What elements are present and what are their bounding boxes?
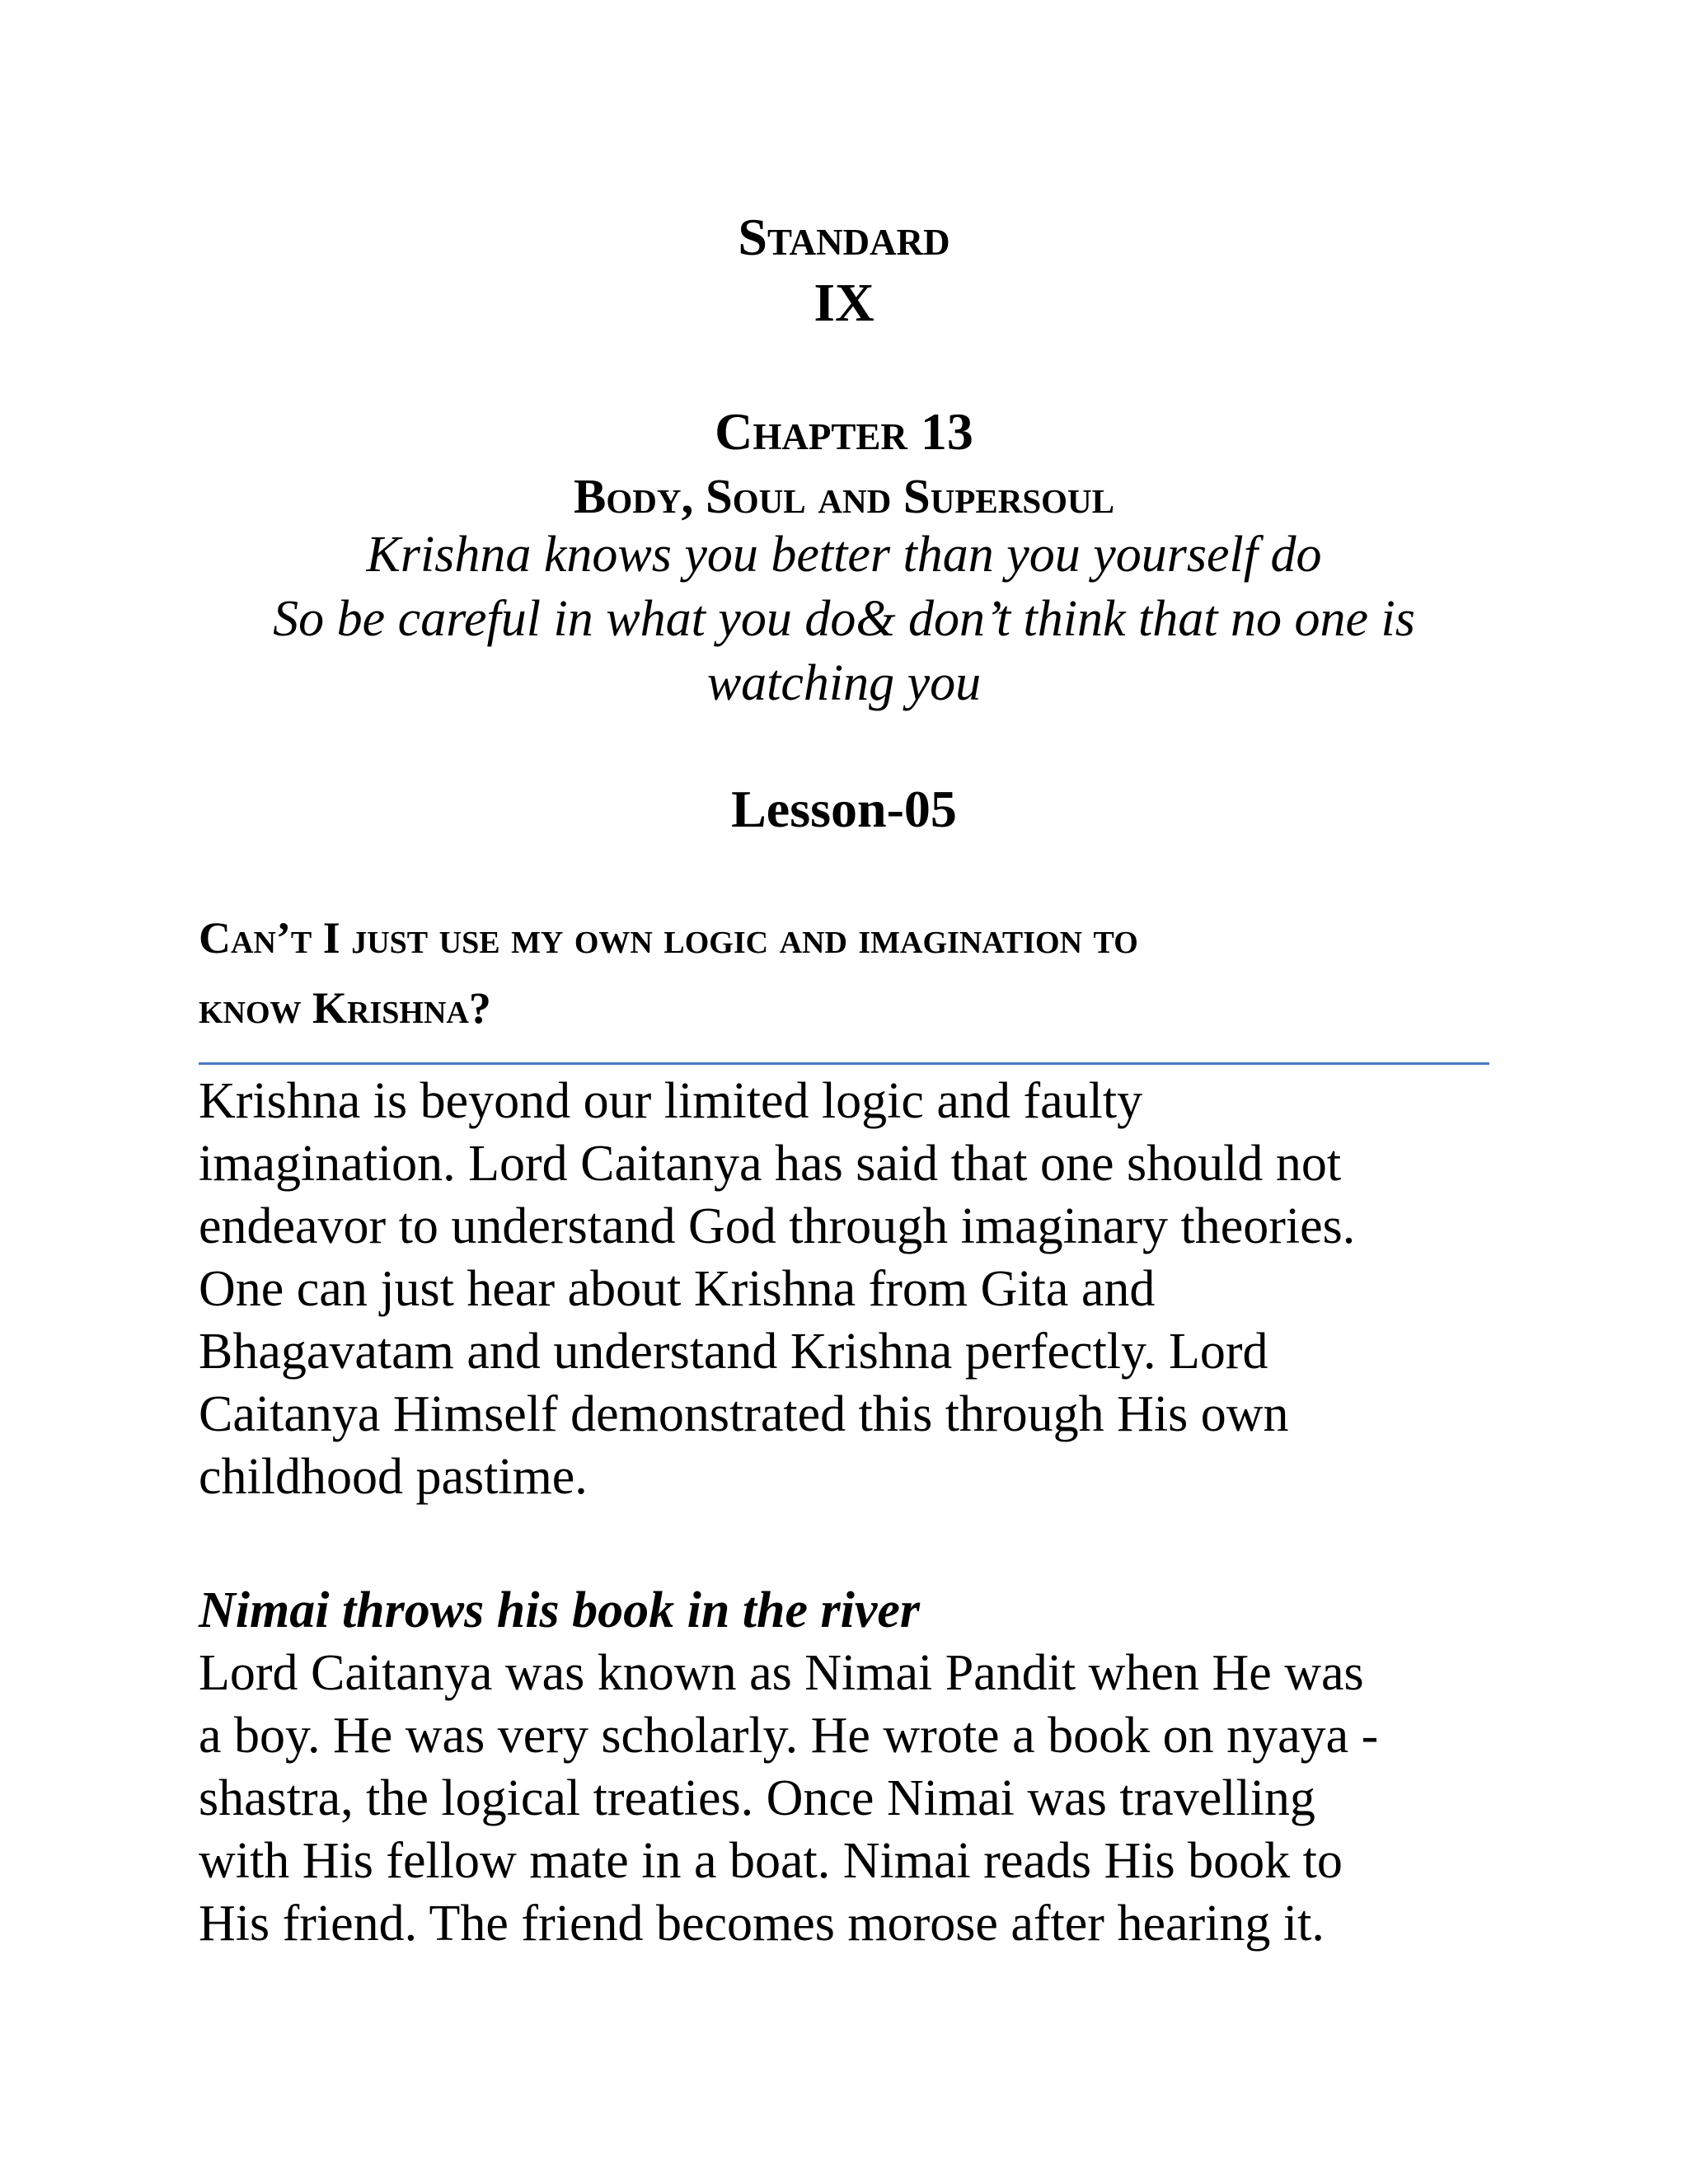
- standard-label: Standard: [738, 208, 950, 266]
- lesson-number: Lesson-05: [731, 780, 957, 838]
- paragraph-line: imagination. Lord Caitanya has said that one should not: [199, 1136, 1342, 1192]
- question-line: know Krishna?: [199, 983, 491, 1033]
- story-paragraph: [199, 1642, 1517, 1955]
- answer-paragraph: [199, 1070, 1517, 1508]
- paragraph-line: One can just hear about Krishna from Gita and: [199, 1261, 1156, 1317]
- paragraph-line: shastra, the logical treaties. Once Nimai was travelling: [199, 1770, 1315, 1826]
- paragraph-line: endeavor to understand God through imaginary theories.: [199, 1198, 1356, 1254]
- paragraph-line: Lord Caitanya was known as Nimai Pandit when He was: [199, 1645, 1364, 1701]
- chapter-number: Chapter 13: [715, 402, 973, 461]
- paragraph-line: a boy. He was very scholarly. He wrote a book on nyaya -: [199, 1708, 1379, 1764]
- paragraph-line: His friend. The friend becomes morose after hearing it.: [199, 1896, 1325, 1952]
- question-line: Can’t I just use my own logic and imagination to: [199, 913, 1138, 963]
- paragraph-line: Bhagavatam and understand Krishna perfectly. Lord: [199, 1324, 1268, 1380]
- chapter-quote: [0, 523, 1688, 715]
- quote-line: So be careful in what you do& don’t think that no one is: [273, 591, 1415, 647]
- paragraph-line: with His fellow mate in a boat. Nimai reads His book to: [199, 1833, 1343, 1889]
- quote-line: Krishna knows you better than you yourself do: [366, 527, 1322, 583]
- story-heading: Nimai throws his book in the river: [199, 1582, 921, 1638]
- section-divider: [199, 1062, 1489, 1065]
- chapter-title: Body, Soul and Supersoul: [573, 469, 1115, 523]
- paragraph-line: childhood pastime.: [199, 1449, 588, 1505]
- paragraph-line: Caitanya Himself demonstrated this through His own: [199, 1386, 1289, 1442]
- grade-label: IX: [814, 273, 874, 333]
- paragraph-line: Krishna is beyond our limited logic and faulty: [199, 1073, 1143, 1129]
- question-heading: [199, 903, 1501, 1043]
- quote-line: watching you: [706, 655, 982, 711]
